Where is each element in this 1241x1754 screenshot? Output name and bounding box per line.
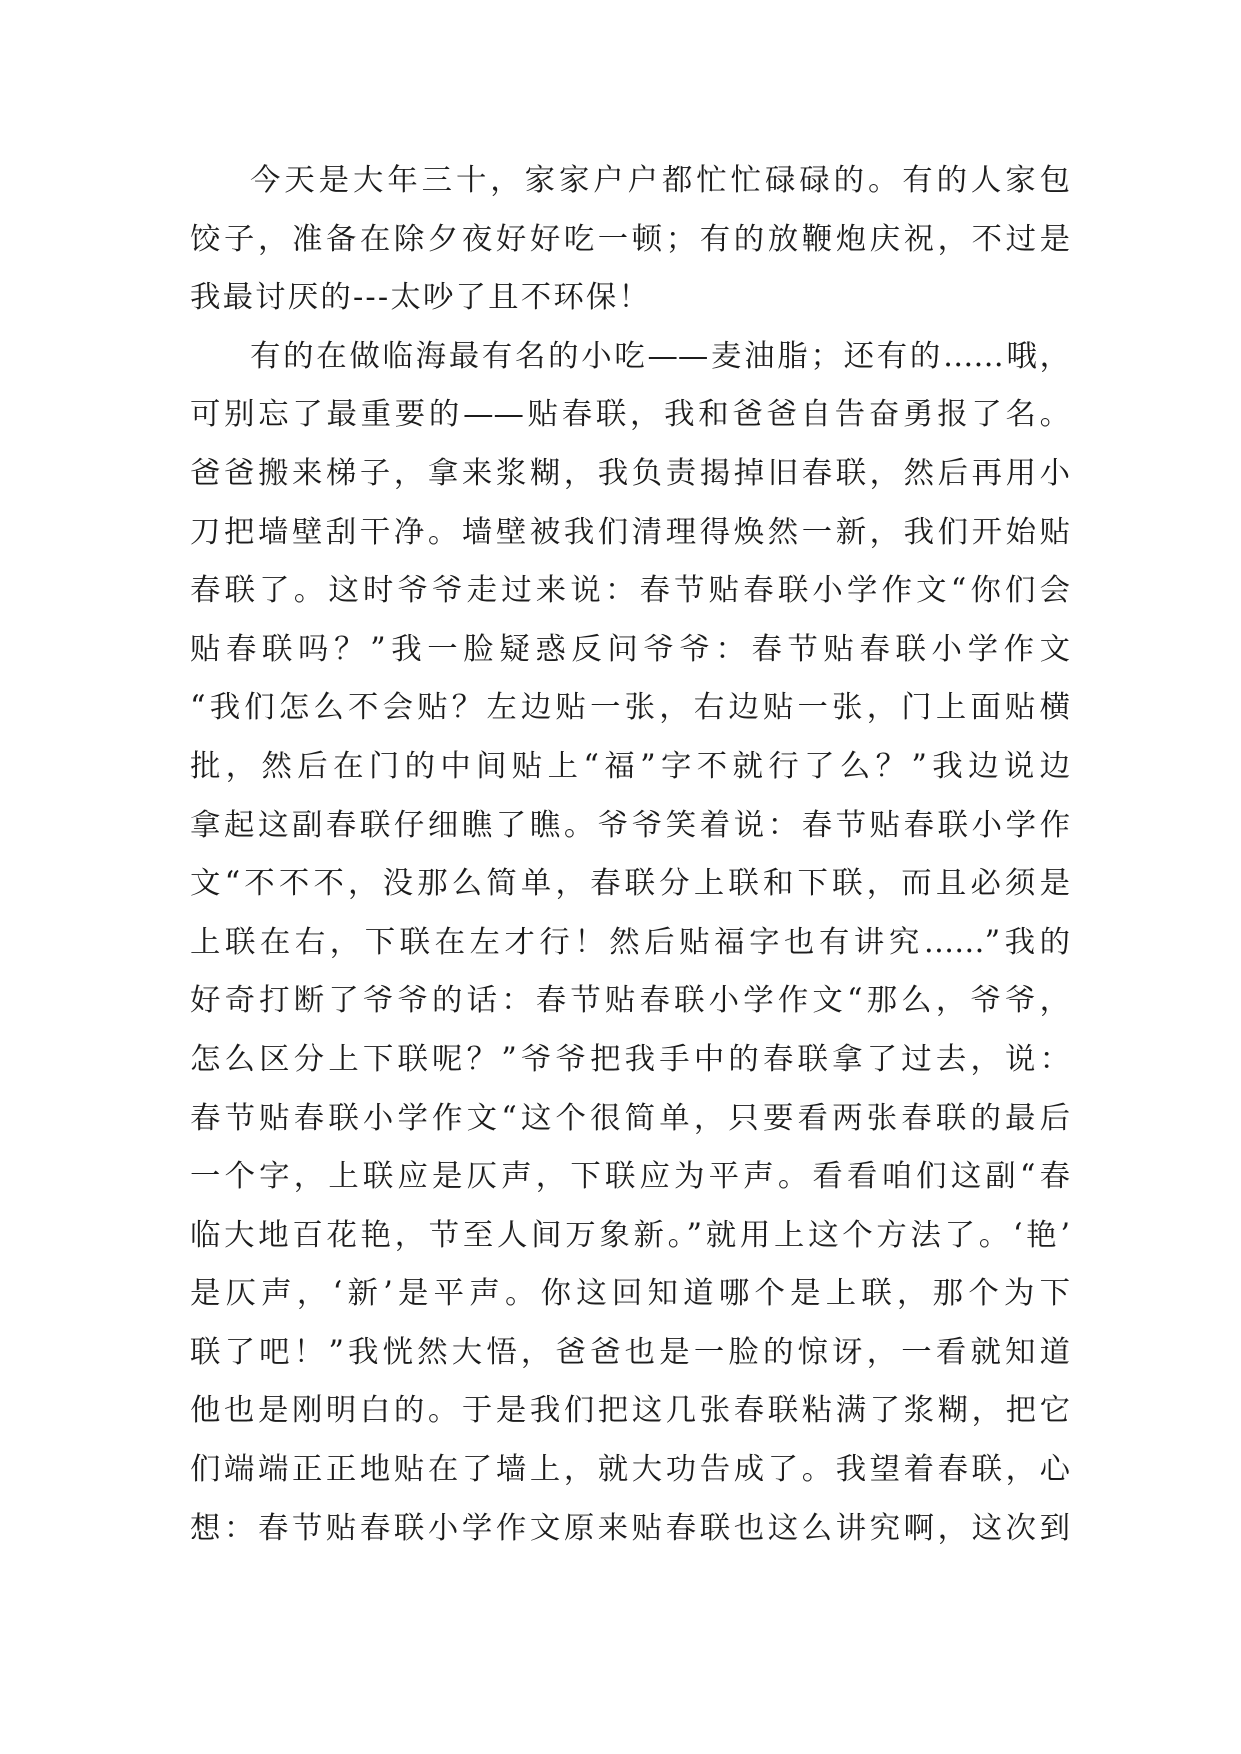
essay-body [190, 152, 1070, 1558]
paragraph-2-line-17: 是仄声，‘新’是平声。你这回知道哪个是上联，那个为下 [190, 1276, 1070, 1312]
paragraph-2-line-4: 刀把墙壁刮干净。墙壁被我们清理得焕然一新，我们开始贴 [190, 514, 1070, 550]
paragraph-2-line-6: 贴春联吗？”我一脸疑惑反问爷爷：春节贴春联小学作文 [190, 631, 1070, 667]
paragraph-2-line-14: 春节贴春联小学作文“这个很简单，只要看两张春联的最后 [190, 1100, 1070, 1136]
paragraph-2-line-7: “我们怎么不会贴？左边贴一张，右边贴一张，门上面贴横 [190, 690, 1070, 726]
paragraph-2-line-13: 怎么区分上下联呢？”爷爷把我手中的春联拿了过去，说： [190, 1041, 1070, 1077]
paragraph-2-line-11: 上联在右，下联在左才行！然后贴福字也有讲究……”我的 [190, 924, 1070, 960]
paragraph-1-line-1: 今天是大年三十，家家户户都忙忙碌碌的。有的人家包 [250, 163, 1070, 198]
paragraph-2-line-12: 好奇打断了爷爷的话：春节贴春联小学作文“那么，爷爷， [190, 983, 1070, 1019]
paragraph-2-line-10: 文“不不不，没那么简单，春联分上联和下联，而且必须是 [190, 866, 1070, 902]
paragraph-1-line-2: 饺子，准备在除夕夜好好吃一顿；有的放鞭炮庆祝，不过是 [190, 221, 1070, 257]
paragraph-2-line-3: 爸爸搬来梯子，拿来浆糊，我负责揭掉旧春联，然后再用小 [190, 455, 1070, 491]
paragraph-2-line-15: 一个字，上联应是仄声，下联应为平声。看看咱们这副“春 [190, 1159, 1070, 1195]
paragraph-2-line-18: 联了吧！”我恍然大悟，爸爸也是一脸的惊讶，一看就知道 [190, 1334, 1070, 1370]
paragraph-2-line-2: 可别忘了最重要的——贴春联，我和爸爸自告奋勇报了名。 [190, 397, 1070, 433]
paragraph-2-line-9: 拿起这副春联仔细瞧了瞧。爷爷笑着说：春节贴春联小学作 [190, 807, 1070, 843]
paragraph-2-line-21: 想：春节贴春联小学作文原来贴春联也这么讲究啊，这次到 [190, 1510, 1070, 1546]
paragraph-2-line-20: 们端端正正地贴在了墙上，就大功告成了。我望着春联，心 [190, 1452, 1070, 1488]
paragraph-2-line-8: 批，然后在门的中间贴上“福”字不就行了么？”我边说边 [190, 748, 1070, 784]
paragraph-1-line-3: 我最讨厌的---太吵了且不环保！ [190, 280, 652, 316]
paragraph-2-line-16: 临大地百花艳，节至人间万象新。”就用上这个方法了。‘艳’ [190, 1217, 1070, 1253]
paragraph-2-line-5: 春联了。这时爷爷走过来说：春节贴春联小学作文“你们会 [190, 573, 1070, 609]
paragraph-2-line-19: 他也是刚明白的。于是我们把这几张春联粘满了浆糊，把它 [190, 1393, 1070, 1429]
paragraph-2-line-1: 有的在做临海最有名的小吃——麦油脂；还有的……哦， [250, 338, 1070, 374]
